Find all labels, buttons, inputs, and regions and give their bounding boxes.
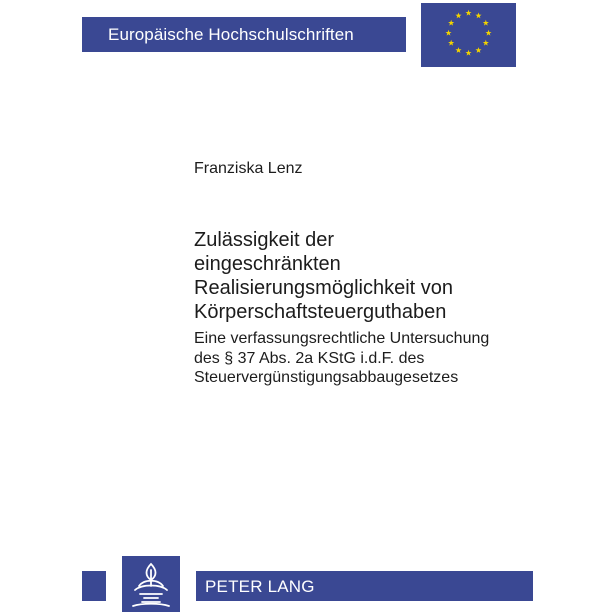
publisher-name: PETER LANG	[205, 577, 315, 596]
book-title-line: Zulässigkeit der	[194, 229, 335, 251]
book-title-line: eingeschränkten	[194, 253, 341, 275]
book-subtitle-line: Steuervergünstigungsabbaugesetzes	[194, 369, 459, 386]
publisher-logo-icon	[122, 556, 180, 612]
star-icon	[455, 12, 461, 18]
star-icon	[475, 12, 481, 18]
star-icon	[448, 40, 454, 46]
book-subtitle	[194, 329, 594, 388]
book-title-line: Realisierungsmöglichkeit von	[194, 277, 454, 299]
star-icon	[465, 10, 471, 16]
series-title: Europäische Hochschulschriften	[108, 25, 354, 44]
star-icon	[483, 20, 489, 26]
eu-flag-icon	[421, 3, 516, 67]
publisher-accent-block	[82, 571, 106, 601]
star-icon	[485, 30, 491, 36]
book-subtitle-line: Eine verfassungsrechtliche Untersuchung	[194, 330, 490, 347]
star-icon	[455, 47, 461, 53]
star-icon	[445, 30, 451, 36]
book-title-line: Körperschaftsteuerguthaben	[194, 301, 447, 323]
author-name: Franziska Lenz	[194, 160, 303, 177]
star-icon	[465, 50, 471, 56]
star-icon	[483, 40, 489, 46]
series-banner	[82, 17, 406, 52]
book-subtitle-line: des § 37 Abs. 2a KStG i.d.F. des	[194, 349, 425, 367]
star-icon	[448, 20, 454, 26]
publisher-banner	[196, 571, 533, 601]
book-title	[194, 228, 594, 324]
star-icon	[475, 47, 481, 53]
